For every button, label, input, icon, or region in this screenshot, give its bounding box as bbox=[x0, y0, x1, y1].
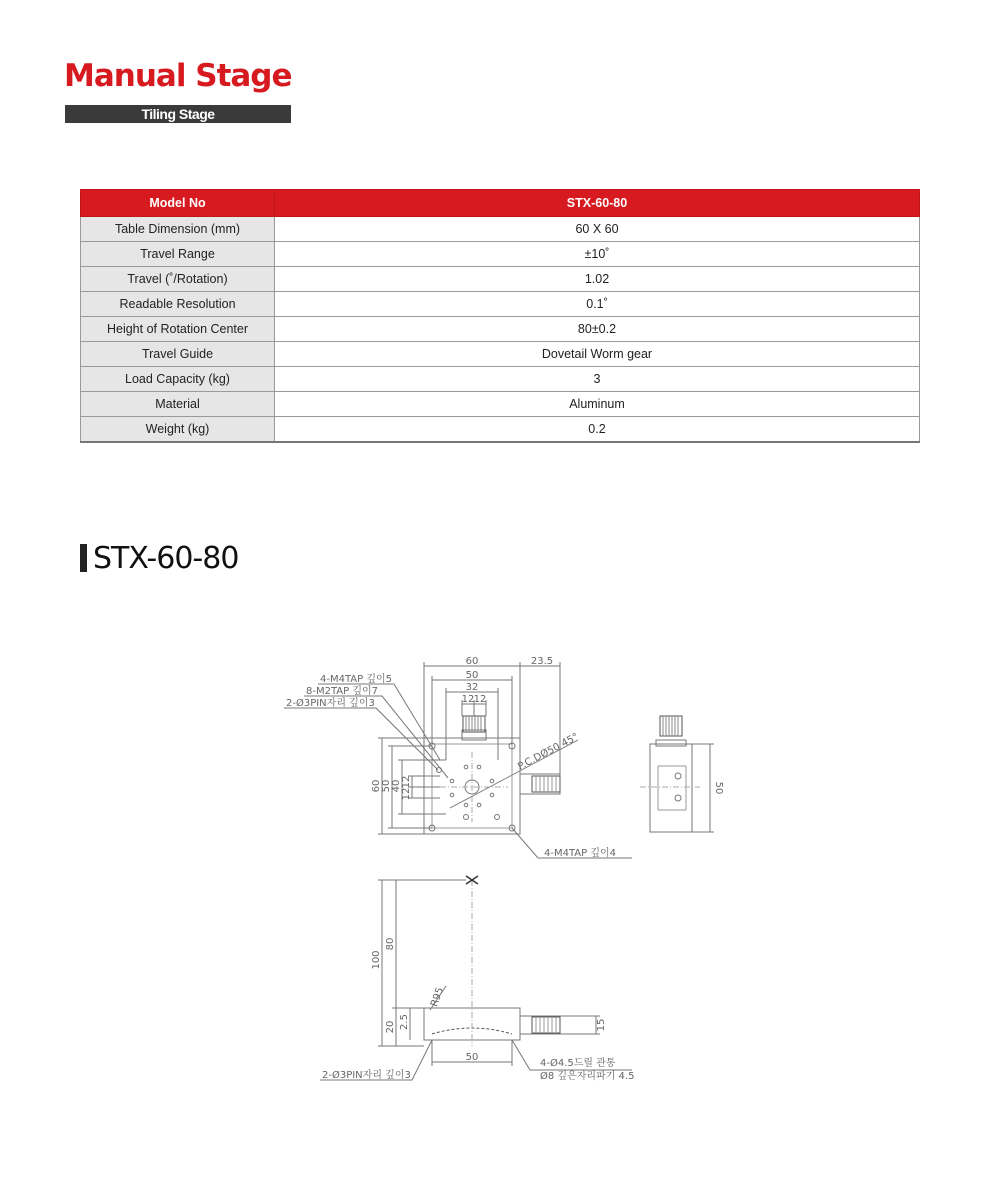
dim-left-60: 60 bbox=[371, 779, 382, 793]
dim-bottom-50: 50 bbox=[465, 1052, 479, 1063]
note-m2: 8-M2TAP 깊이7 bbox=[306, 686, 379, 697]
leader-pin-top bbox=[284, 708, 438, 770]
row-label: Travel Guide bbox=[81, 342, 275, 367]
note-drill-2: Ø8 깊은자리파기 4.5 bbox=[540, 1071, 635, 1082]
dim-line-15 bbox=[560, 1016, 600, 1034]
tap-hole-icon bbox=[464, 765, 468, 769]
page-title: Manual Stage bbox=[64, 58, 292, 94]
row-label: Table Dimension (mm) bbox=[81, 217, 275, 242]
pin-hole-icon bbox=[495, 815, 500, 820]
technical-drawing bbox=[270, 648, 730, 1093]
row-label: Travel Range bbox=[81, 242, 275, 267]
dim-side-50: 50 bbox=[713, 781, 724, 795]
dim-80: 80 bbox=[385, 937, 396, 951]
table-row bbox=[81, 392, 920, 417]
dim-50: 50 bbox=[465, 670, 479, 681]
row-value: 80±0.2 bbox=[275, 317, 920, 342]
row-value: 60 X 60 bbox=[275, 217, 920, 242]
dim-32: 32 bbox=[465, 682, 479, 693]
row-value: 0.2 bbox=[275, 417, 920, 443]
model-no-value: STX-60-80 bbox=[275, 190, 920, 217]
dim-100: 100 bbox=[371, 950, 382, 970]
dim-20: 20 bbox=[385, 1020, 396, 1034]
dim-left-12a: 12 bbox=[401, 775, 412, 789]
row-label: Weight (kg) bbox=[81, 417, 275, 443]
table-row bbox=[81, 417, 920, 443]
dim-60: 60 bbox=[465, 656, 479, 667]
dim-left-40: 40 bbox=[391, 779, 402, 793]
note-pin-top: 2-Ø3PIN자리 깊이3 bbox=[286, 698, 375, 709]
dim-left-12b: 12 bbox=[401, 787, 412, 801]
section-marker bbox=[80, 544, 87, 572]
subtitle-bar: Tiling Stage bbox=[65, 105, 291, 123]
row-value: 0.1˚ bbox=[275, 292, 920, 317]
tap-hole-icon bbox=[450, 779, 454, 783]
row-value: Dovetail Worm gear bbox=[275, 342, 920, 367]
spec-table-header-row bbox=[81, 190, 920, 217]
section-heading bbox=[80, 540, 238, 576]
table-row bbox=[81, 292, 920, 317]
row-label: Height of Rotation Center bbox=[81, 317, 275, 342]
spec-table bbox=[80, 189, 920, 443]
table-row bbox=[81, 342, 920, 367]
table-row bbox=[81, 217, 920, 242]
dim-line-side-50 bbox=[692, 744, 714, 832]
side-hole-icon bbox=[675, 795, 681, 801]
row-label: Material bbox=[81, 392, 275, 417]
section-heading-text: STX-60-80 bbox=[93, 540, 239, 576]
row-value: 3 bbox=[275, 367, 920, 392]
dim-line-80 bbox=[392, 880, 424, 1008]
row-value: Aluminum bbox=[275, 392, 920, 417]
row-label: Travel (˚/Rotation) bbox=[81, 267, 275, 292]
worm-knurl-icon bbox=[536, 776, 556, 792]
note-m4-top: 4-M4TAP 깊이5 bbox=[320, 674, 393, 685]
tap-hole-icon bbox=[477, 803, 481, 807]
tap-hole-icon bbox=[490, 793, 494, 797]
dim-15: 15 bbox=[596, 1018, 607, 1032]
dim-23-5: 23.5 bbox=[530, 656, 554, 667]
tap-hole-icon bbox=[490, 779, 494, 783]
pin-hole-icon bbox=[464, 815, 469, 820]
dim-12b: 12 bbox=[473, 694, 487, 705]
side-view-knob-base bbox=[656, 740, 686, 746]
note-m4-bottom: 4-M4TAP 깊이4 bbox=[544, 848, 617, 859]
table-row bbox=[81, 317, 920, 342]
row-value: ±10˚ bbox=[275, 242, 920, 267]
front-worm-knurl-icon bbox=[536, 1017, 556, 1033]
row-value: 1.02 bbox=[275, 267, 920, 292]
row-label: Load Capacity (kg) bbox=[81, 367, 275, 392]
dim-r95: R95 bbox=[429, 986, 447, 1009]
note-drill-1: 4-Ø4.5드릴 관통 bbox=[540, 1058, 616, 1069]
table-row bbox=[81, 242, 920, 267]
model-no-label: Model No bbox=[81, 190, 275, 217]
note-pcd: P.C.DØ50 45° bbox=[516, 731, 581, 773]
dim-2-5: 2.5 bbox=[399, 1014, 410, 1030]
centerline bbox=[440, 752, 508, 822]
table-row bbox=[81, 367, 920, 392]
tap-hole-icon bbox=[450, 793, 454, 797]
note-pin-bottom: 2-Ø3PIN자리 깊이3 bbox=[322, 1070, 411, 1081]
tap-hole-icon bbox=[464, 803, 468, 807]
table-row bbox=[81, 267, 920, 292]
side-view-inner bbox=[658, 766, 686, 810]
dim-12a: 12 bbox=[461, 694, 475, 705]
dim-left-50: 50 bbox=[381, 779, 392, 793]
side-knob-knurl-icon bbox=[663, 716, 678, 736]
row-label: Readable Resolution bbox=[81, 292, 275, 317]
side-hole-icon bbox=[675, 773, 681, 779]
tap-hole-icon bbox=[477, 765, 481, 769]
